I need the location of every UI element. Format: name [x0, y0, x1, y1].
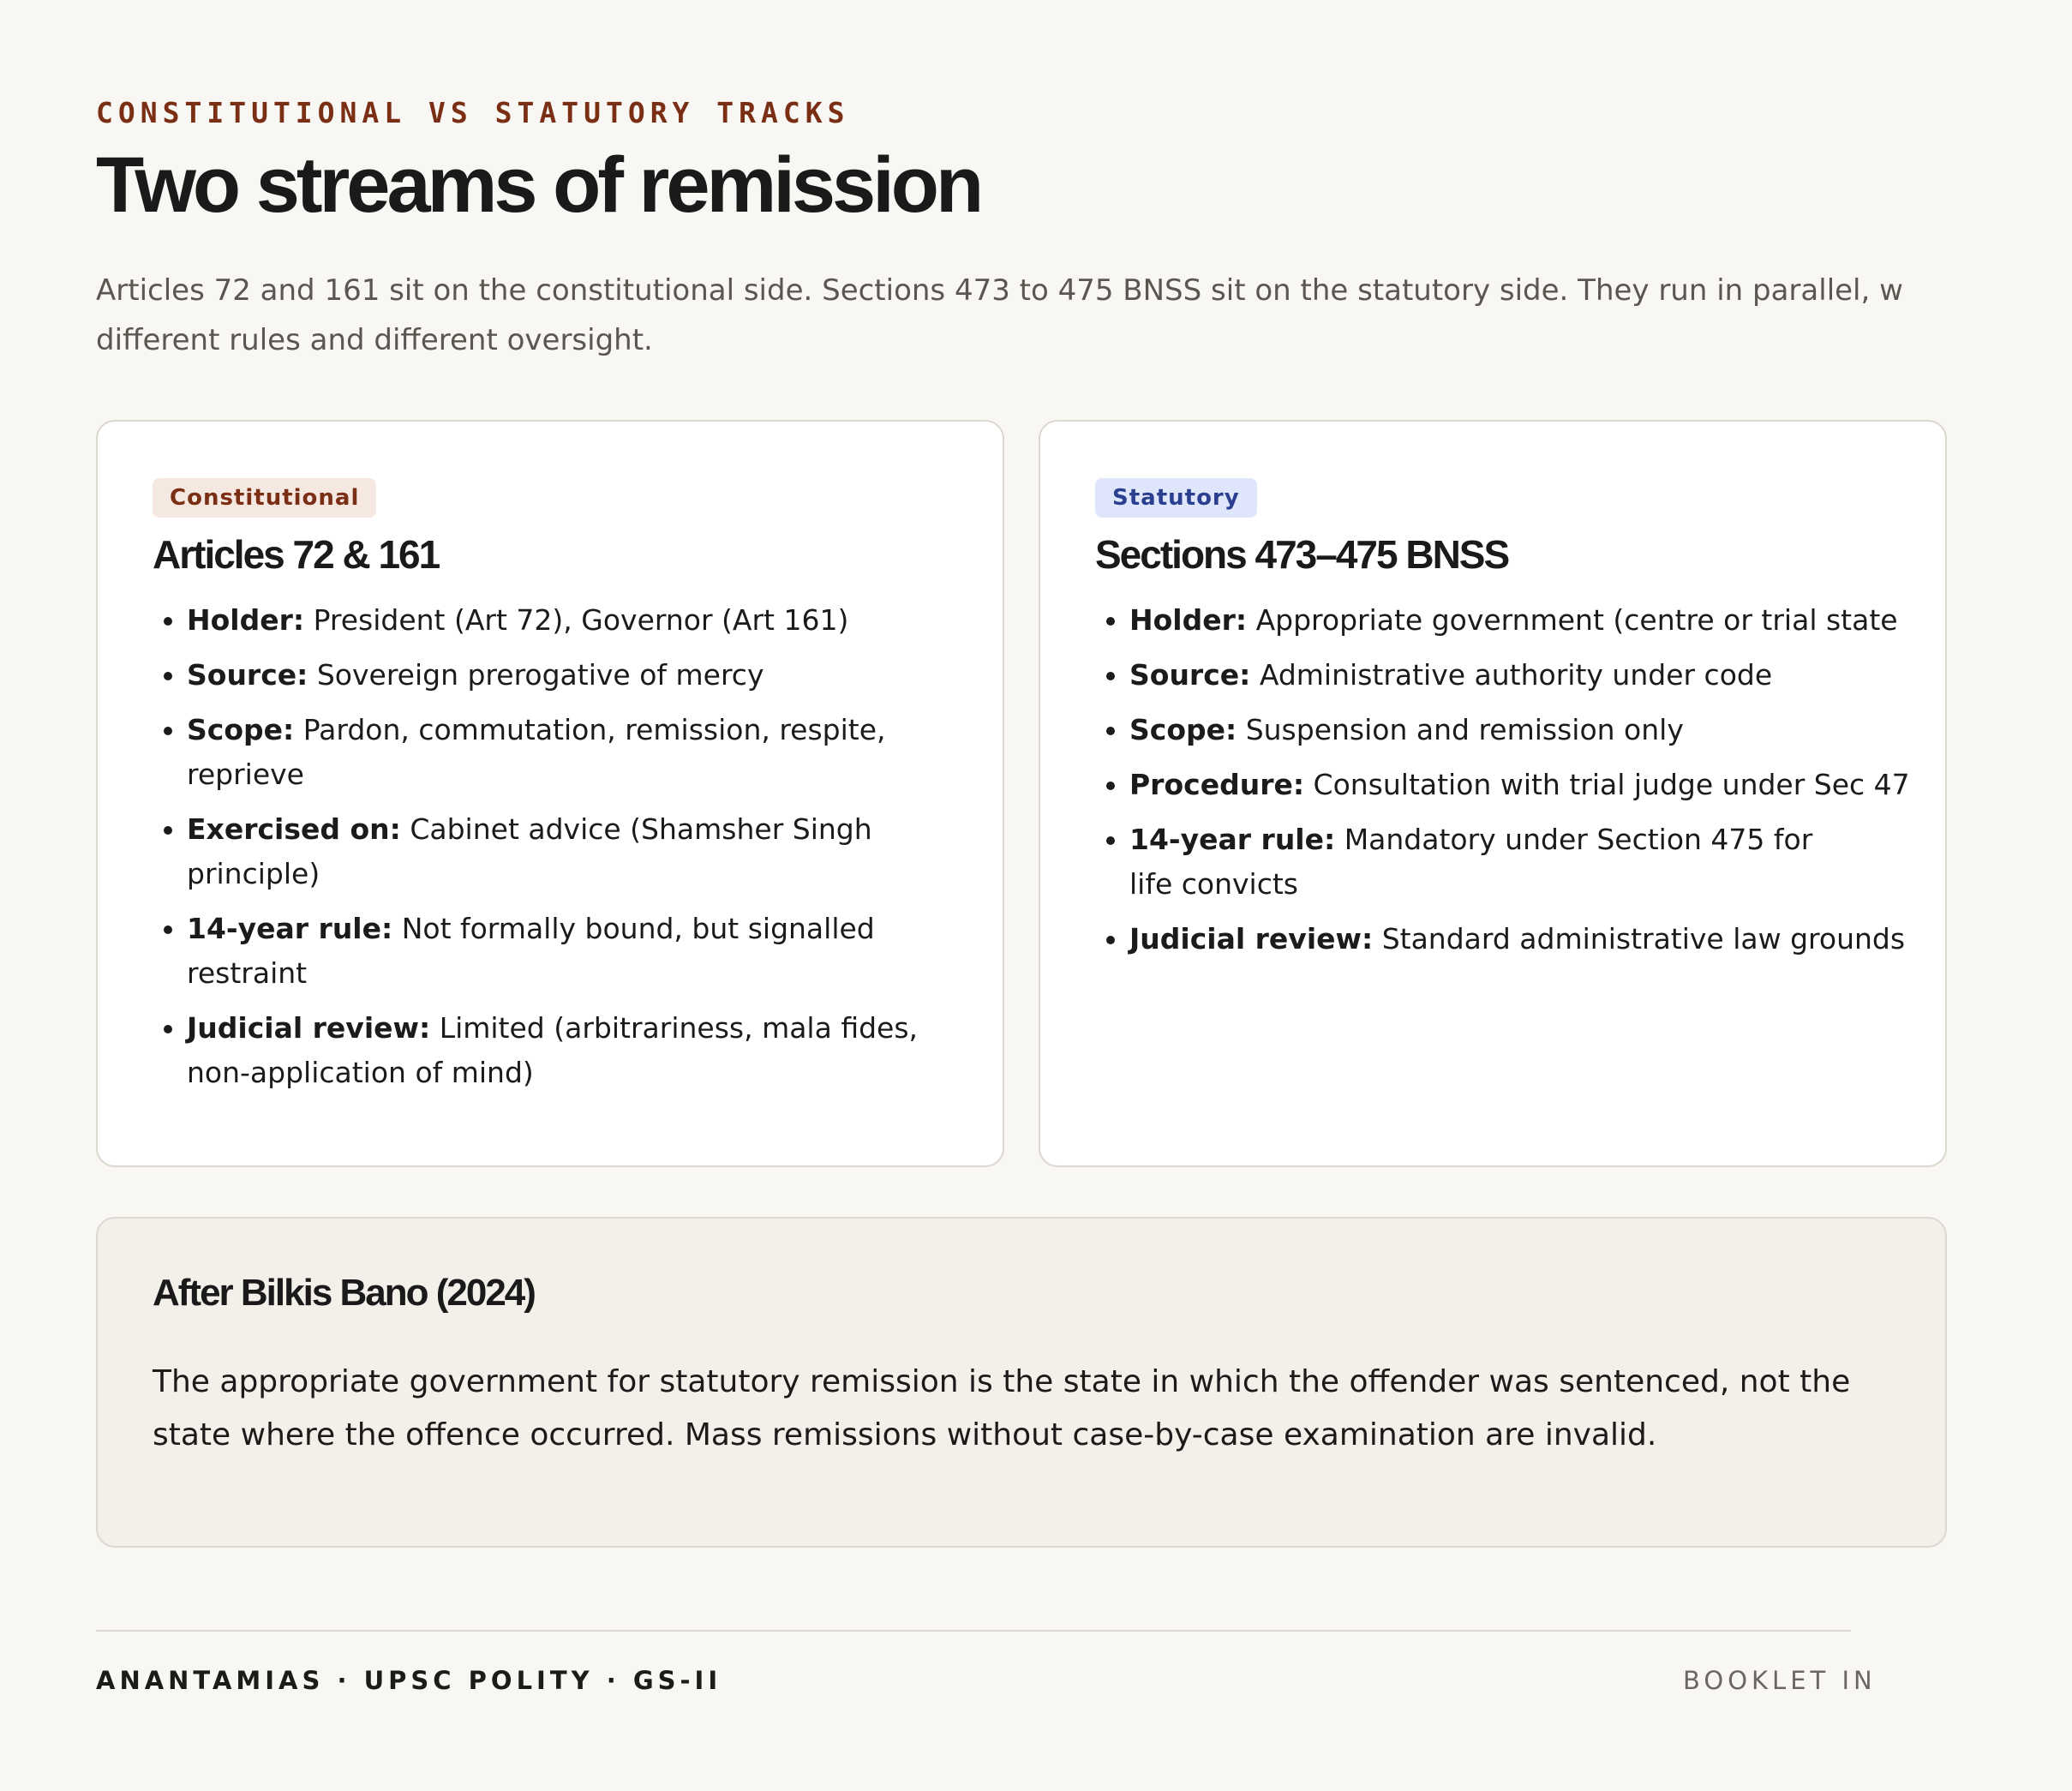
list-item [187, 907, 975, 996]
statutory-card [1039, 420, 1947, 1167]
item-text: Not formally bound, but signalled restraint [187, 912, 875, 990]
list-item [1129, 708, 2072, 752]
constitutional-badge: Constitutional [153, 478, 376, 518]
list-item [1129, 917, 2072, 961]
list-item [1129, 653, 2072, 698]
item-label: Scope: [1129, 713, 1237, 746]
list-item [1129, 818, 1815, 907]
item-label: Exercised on: [187, 812, 401, 846]
item-text: Consultation with trial judge under Sec 47 [1304, 768, 1910, 801]
item-text: Limited (arbitrariness, mala fides, non-application of mind) [187, 1011, 919, 1089]
list-item [187, 708, 975, 797]
item-label: 14-year rule: [187, 912, 393, 945]
constitutional-list [153, 598, 975, 1105]
item-label: Judicial review: [187, 1011, 431, 1045]
footer-brand: ANANTAMIAS · UPSC POLITY · GS-II [96, 1666, 722, 1695]
item-label: Judicial review: [1129, 922, 1374, 955]
note-body: The appropriate government for statutory remission is the state in which the offender was sentenced, not the state where the offence occurred. Mass remissions without case-by-case examination are invalid. [153, 1364, 1851, 1453]
item-text: Mandatory under Section 475 for life convicts [1129, 823, 1813, 901]
bilkis-bano-note [96, 1217, 1947, 1548]
item-label: Holder: [1129, 603, 1248, 637]
note-title: After Bilkis Bano (2024) [153, 1272, 535, 1314]
item-label: Source: [187, 658, 308, 692]
item-text: President (Art 72), Governor (Art 161) [304, 603, 849, 637]
item-label: Scope: [187, 713, 295, 746]
list-item [1129, 763, 2072, 807]
page-title: Two streams of remission [96, 141, 981, 229]
item-text: Cabinet advice (Shamsher Singh principle) [187, 812, 872, 890]
statutory-badge: Statutory [1095, 478, 1257, 518]
item-label: Source: [1129, 658, 1251, 692]
list-item [187, 653, 975, 698]
statutory-list [1095, 598, 2072, 972]
item-label: Holder: [187, 603, 305, 637]
item-text: Standard administrative law grounds [1373, 922, 1906, 955]
card-title: Articles 72 & 161 [153, 532, 440, 577]
footer-booklet: BOOKLET IN [1683, 1666, 1877, 1695]
section-eyebrow: CONSTITUTIONAL VS STATUTORY TRACKS [96, 96, 850, 129]
page [96, 0, 1910, 1791]
item-label: 14-year rule: [1129, 823, 1336, 856]
list-item [187, 1006, 975, 1095]
item-label: Procedure: [1129, 768, 1305, 801]
list-item [187, 598, 975, 643]
item-text: Appropriate government (centre or trial state [1247, 603, 1898, 637]
lead-paragraph: Articles 72 and 161 sit on the constitutional side. Sections 473 to 475 BNSS sit on the statutory side. They run in parallel, w different rules and different oversight. [96, 273, 1903, 357]
card-title: Sections 473–475 BNSS [1095, 532, 1509, 577]
footer-divider [96, 1630, 1851, 1632]
constitutional-card [96, 420, 1004, 1167]
list-item [187, 807, 975, 896]
item-text: Sovereign prerogative of mercy [308, 658, 764, 692]
item-text: Suspension and remission only [1237, 713, 1684, 746]
list-item [1129, 598, 2072, 643]
item-text: Pardon, commutation, remission, respite, reprieve [187, 713, 886, 791]
item-text: Administrative authority under code [1250, 658, 1773, 692]
